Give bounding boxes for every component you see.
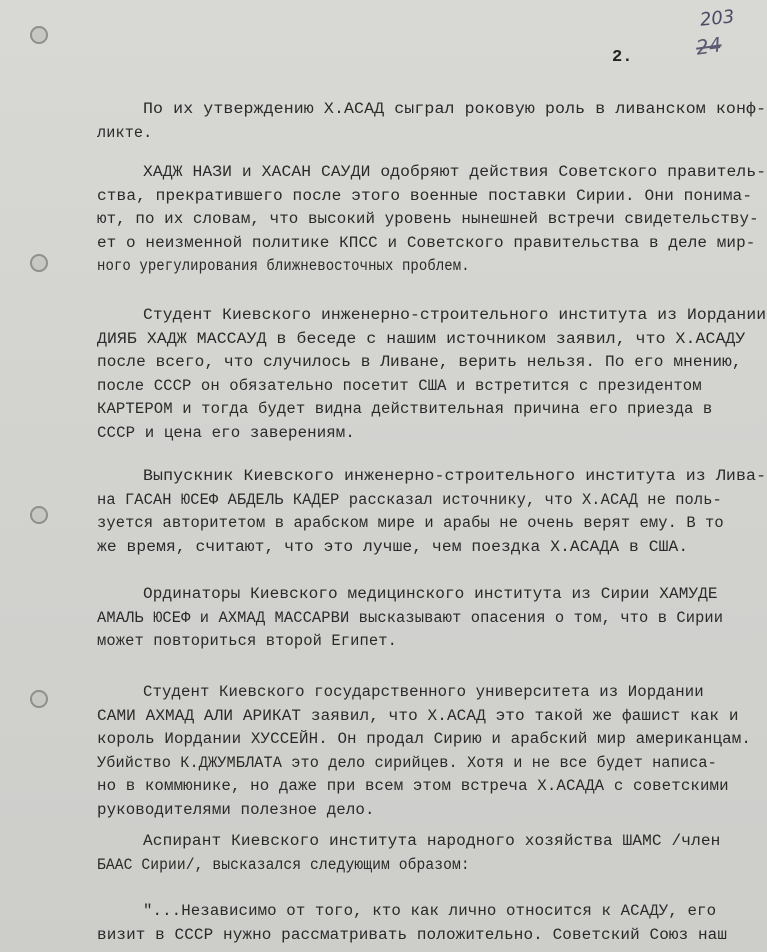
text-line: после СССР он обязательно посетит США и встретится с президентом [97,376,702,395]
text-line: АМАЛЬ ЮСЕФ и АХМАД МАССАРВИ высказывают опасения о том, что в Сирии [97,608,724,627]
text-line: Студент Киевского инженерно-строительного института из Иордании [143,306,767,324]
text-line: Ординаторы Киевского медицинского института из Сирии ХАМУДЕ [143,585,718,603]
text-line: руководителями полезное дело. [97,800,375,819]
archive-number-crossed: 24 [694,32,723,60]
punch-hole-4 [30,690,48,708]
punch-hole-3 [30,506,48,524]
page-number: 2. [612,48,633,67]
text-line: зуется авторитетом в арабском мире и арабы не очень верят ему. В то [97,514,724,532]
text-line: но в коммюнике, но даже при всем этом встреча Х.АСАДА с советскими [97,777,729,795]
archive-number: 203 [698,6,736,31]
text-line: "...Независимо от того, кто как лично относится к АСАДУ, его [143,902,717,920]
text-line: визит в СССР нужно рассматривать положительно. Советский Союз наш [97,925,728,944]
punch-hole-2 [30,254,48,272]
text-line: Аспирант Киевского института народного хозяйства ШАМС /член [143,832,721,850]
text-line: ства, прекратившего после этого военные поставки Сирии. Они понима- [97,186,753,205]
text-line: на ГАСАН ЮСЕФ АБДЕЛЬ КАДЕР рассказал источнику, что Х.АСАД не поль- [97,490,722,509]
text-line: ного урегулирования ближневосточных проблем. [97,257,470,275]
text-line: же время, считают, что это лучше, чем поездка Х.АСАДА в США. [97,537,689,556]
text-line: Убийство К.ДЖУМБЛАТА это дело сирийцев. Хотя и не все будет написа- [97,753,717,772]
text-line: По их утверждению Х.АСАД сыграл роковую роль в ливанском конф- [143,100,767,118]
text-line: ликте. [97,123,153,142]
text-line: Выпускник Киевского инженерно-строительного института из Лива- [143,467,767,485]
text-line: ют, по их словам, что высокий уровень нынешней встречи свидетельству- [97,210,759,228]
text-line: Студент Киевского государственного университета из Иордании [143,683,704,701]
text-line: ДИЯБ ХАДЖ МАССАУД в беседе с нашим источником заявил, что Х.АСАДУ [97,329,746,348]
text-line: КАРТЕРОМ и тогда будет видна действительная причина его приезда в [97,400,713,418]
text-line: король Иордании ХУССЕЙН. Он продал Сирию и арабский мир американцам. [97,730,752,748]
text-line: ХАДЖ НАЗИ и ХАСАН САУДИ одобряют действия Советского правитель- [143,163,767,181]
text-line: после всего, что случилось в Ливане, верить нельзя. По его мнению, [97,353,742,371]
text-line: САМИ АХМАД АЛИ АРИКАТ заявил, что Х.АСАД это такой же фашист как и [97,706,739,725]
text-line: может повториться второй Египет. [97,632,397,650]
text-line: ет о неизменной политике КПСС и Советского правительства в деле мир- [97,233,756,252]
text-line: БААС Сирии/, высказался следующим образом: [97,855,470,874]
punch-hole-1 [30,26,48,44]
text-line: СССР и цена его заверениям. [97,423,355,442]
